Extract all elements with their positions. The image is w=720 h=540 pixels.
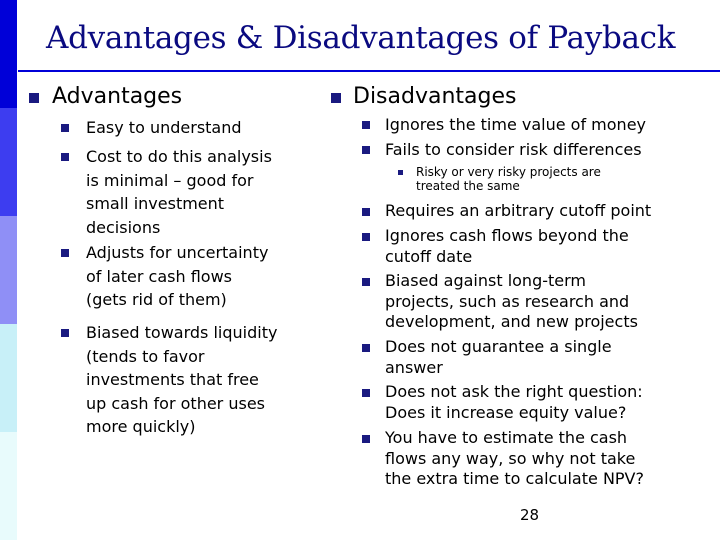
bullet-icon [61,249,69,257]
advantage-item [86,116,242,140]
disadvantage-item [385,337,612,378]
text-line: Does it increase equity value? [385,402,627,422]
text-line: cutoff date [385,246,473,266]
bullet-icon [331,93,341,103]
disadvantage-item [385,226,629,267]
bullet-icon [362,344,370,352]
disadvantage-item [385,271,638,333]
advantage-item [86,145,272,239]
left-accent-stripe [0,0,17,108]
advantages-heading: Advantages [52,84,183,109]
bullet-icon [61,329,69,337]
text-line: up cash for other uses [86,393,265,413]
text-line: Biased towards liquidity [86,323,278,342]
text-line: Adjusts for uncertainty [86,243,269,262]
bullet-icon [61,124,69,132]
text-line: Requires an arbitrary cutoff point [385,201,652,220]
text-line: is minimal – good for [86,170,254,190]
bullet-icon [362,146,370,154]
left-accent-stripe [0,216,17,324]
bullet-icon [362,389,370,397]
text-line: decisions [86,217,161,237]
text-line: You have to estimate the cash [385,428,628,447]
text-line: Easy to understand [86,118,242,137]
text-line: Does not guarantee a single [385,337,612,356]
bullet-icon [362,278,370,286]
text-line: development, and new projects [385,312,638,331]
disadvantage-item [385,201,651,222]
bullet-icon [362,233,370,241]
text-line: answer [385,357,443,377]
page-number: 28 [520,506,540,524]
disadvantage-subitem [416,165,601,193]
disadvantage-item [385,140,642,161]
bullet-icon [362,208,370,216]
title-divider [18,70,720,72]
disadvantage-item [385,382,643,423]
text-line: Ignores cash flows beyond the [385,226,629,245]
disadvantages-heading: Disadvantages [353,84,517,109]
slide-title: Advantages & Disadvantages of Payback [46,20,676,56]
left-accent-stripe [0,108,17,216]
left-accent-stripe [0,324,17,432]
text-line: (gets rid of them) [86,290,227,309]
text-line: of later cash flows [86,266,232,286]
bullet-icon [398,170,403,175]
bullet-icon [362,121,370,129]
text-line: Does not ask the right question: [385,382,643,401]
text-line: more quickly) [86,417,196,436]
text-line: investments that free [86,370,259,389]
text-line: Cost to do this analysis [86,147,272,166]
text-line: treated the same [416,179,520,193]
left-accent-stripe [0,432,17,540]
text-line: the extra time to calculate NPV? [385,469,644,488]
text-line: Biased against long-term [385,271,586,290]
bullet-icon [362,435,370,443]
bullet-icon [29,93,39,103]
text-line: (tends to favor [86,346,205,366]
text-line: Fails to consider risk differences [385,140,642,159]
bullet-icon [61,153,69,161]
text-line: flows any way, so why not take [385,448,636,468]
advantage-item [86,241,268,312]
text-line: Ignores the time value of money [385,115,646,134]
advantage-item [86,321,277,439]
text-line: small investment [86,194,225,213]
text-line: Risky or very risky projects are [416,165,601,179]
disadvantage-item [385,428,644,490]
text-line: projects, such as research and [385,291,630,311]
disadvantage-item [385,115,646,136]
